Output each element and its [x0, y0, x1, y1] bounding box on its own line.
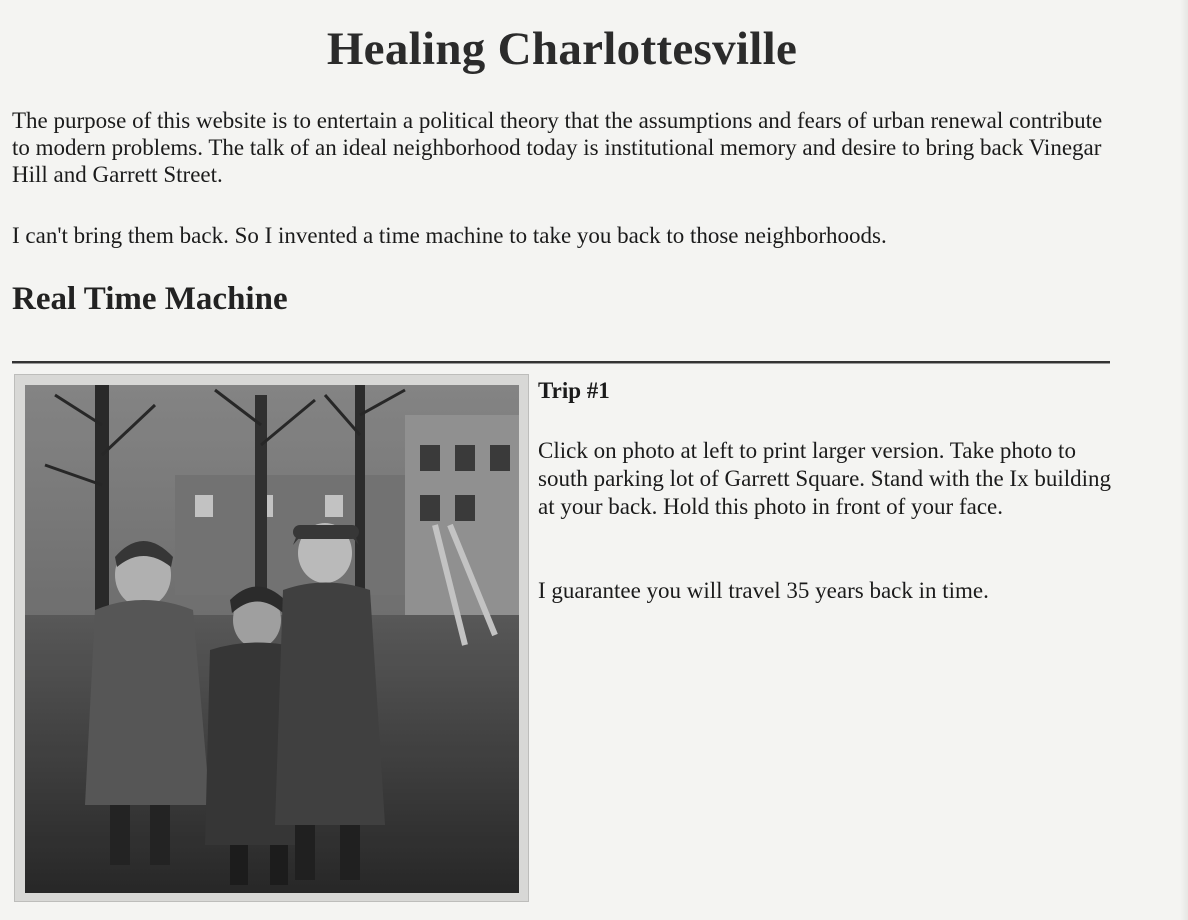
intro-paragraph-2: I can't bring them back. So I invented a time machine to take you back to those neighborhoods. — [12, 223, 887, 248]
time-machine-photo-link[interactable] — [14, 374, 529, 902]
trip-title: Trip #1 — [538, 378, 610, 403]
children-photo-graphic — [25, 385, 519, 893]
trip-guarantee: I guarantee you will travel 35 years back in time. — [538, 578, 989, 603]
trip-instructions: Click on photo at left to print larger version. Take photo to south parking lot of Garrett Square. Stand with the Ix building at your back. Hold this photo in front of your face. — [538, 438, 1111, 519]
intro-paragraph: The purpose of this website is to entertain a political theory that the assumptions and fears of urban renewal contribute to modern problems. The talk of an ideal neighborhood today is institutional memory and desire to bring back Vinegar Hill and Garrett Street. — [12, 108, 1103, 187]
scan-edge-shadow — [1180, 0, 1188, 920]
children-photo[interactable] — [25, 385, 519, 893]
horizontal-rule — [12, 361, 1110, 364]
page-title: Healing Charlottesville — [326, 23, 798, 75]
section-title: Real Time Machine — [12, 281, 288, 317]
